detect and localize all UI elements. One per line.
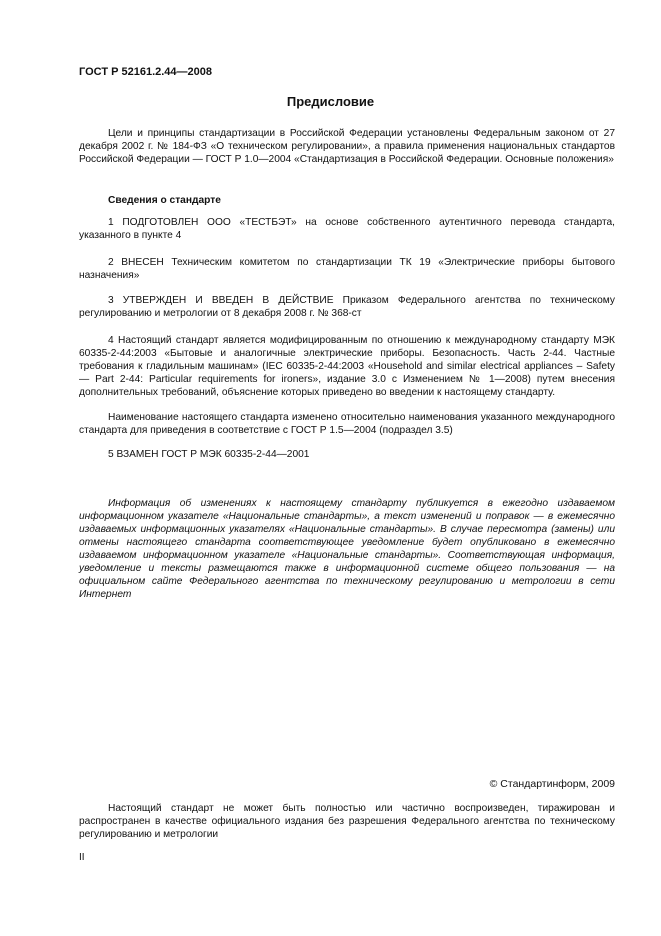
rights-paragraph: Настоящий стандарт не может быть полностью или частично воспроизведен, тиражирован и распространен в качестве официального издания без разрешения Федерального агентства по техническому регулированию и метрологии bbox=[79, 803, 615, 840]
item-4: 4 Настоящий стандарт является модифицированным по отношению к международному стандарту МЭК 60335-2-44:2003 «Бытовые и аналогичные электрические приборы. Безопасность. Часть 2-44. Частные требования к гладильным машинам» (IEC 60335-2-44:2003 «Household and similar electrical appliances – Safety — Part 2-44: Particular requirements for ironers», издание 3.0 с Изменением № 1—2008) путем внесения дополнительных требований, объяснение которых приведено во введении к настоящему стандарту. bbox=[79, 335, 615, 398]
intro-paragraph: Цели и принципы стандартизации в Российской Федерации установлены Федеральным законом от 27 декабря 2002 г. № 184-ФЗ «О техническом регулировании», а правила применения национальных стандартов Российской Федерации — ГОСТ Р 1.0—2004 «Стандартизация в Российской Федерации. Основные положения» bbox=[79, 128, 615, 165]
item-1: 1 ПОДГОТОВЛЕН ООО «ТЕСТБЭТ» на основе собственного аутентичного перевода стандарта, указанного в пункте 4 bbox=[79, 217, 615, 241]
page-number: II bbox=[79, 852, 85, 863]
item-4-note: Наименование настоящего стандарта изменено относительно наименования указанного международного стандарта для приведения в соответствие с ГОСТ Р 1.5—2004 (подраздел 3.5) bbox=[79, 412, 615, 436]
section-heading: Сведения о стандарте bbox=[108, 195, 221, 206]
page-title: Предисловие bbox=[286, 94, 375, 109]
item-5: 5 ВЗАМЕН ГОСТ Р МЭК 60335-2-44—2001 bbox=[108, 449, 310, 460]
standard-code-header: ГОСТ Р 52161.2.44—2008 bbox=[79, 66, 213, 78]
copyright: © Стандартинформ, 2009 bbox=[489, 778, 615, 790]
notice-paragraph: Информация об изменениях к настоящему стандарту публикуется в ежегодно издаваемом информационном указателе «Национальные стандарты», а текст изменений и поправок — в ежемесячно издаваемых информационных указателях «Национальные стандарты». В случае пересмотра (замены) или отмены настоящего стандарта соответствующее уведомление будет опубликовано в ежемесячно издаваемом информационном указателе «Национальные стандарты». Соответствующая информация, уведомление и тексты размещаются также в информационной системе общего пользования — на официальном сайте Федерального агентства по техническому регулированию и метрологии в сети Интернет bbox=[79, 498, 615, 600]
item-2: 2 ВНЕСЕН Техническим комитетом по стандартизации ТК 19 «Электрические приборы бытового назначения» bbox=[79, 257, 615, 281]
item-3: 3 УТВЕРЖДЕН И ВВЕДЕН В ДЕЙСТВИЕ Приказом Федерального агентства по техническому регулированию и метрологии от 8 декабря 2008 г. № 368-ст bbox=[79, 295, 615, 319]
